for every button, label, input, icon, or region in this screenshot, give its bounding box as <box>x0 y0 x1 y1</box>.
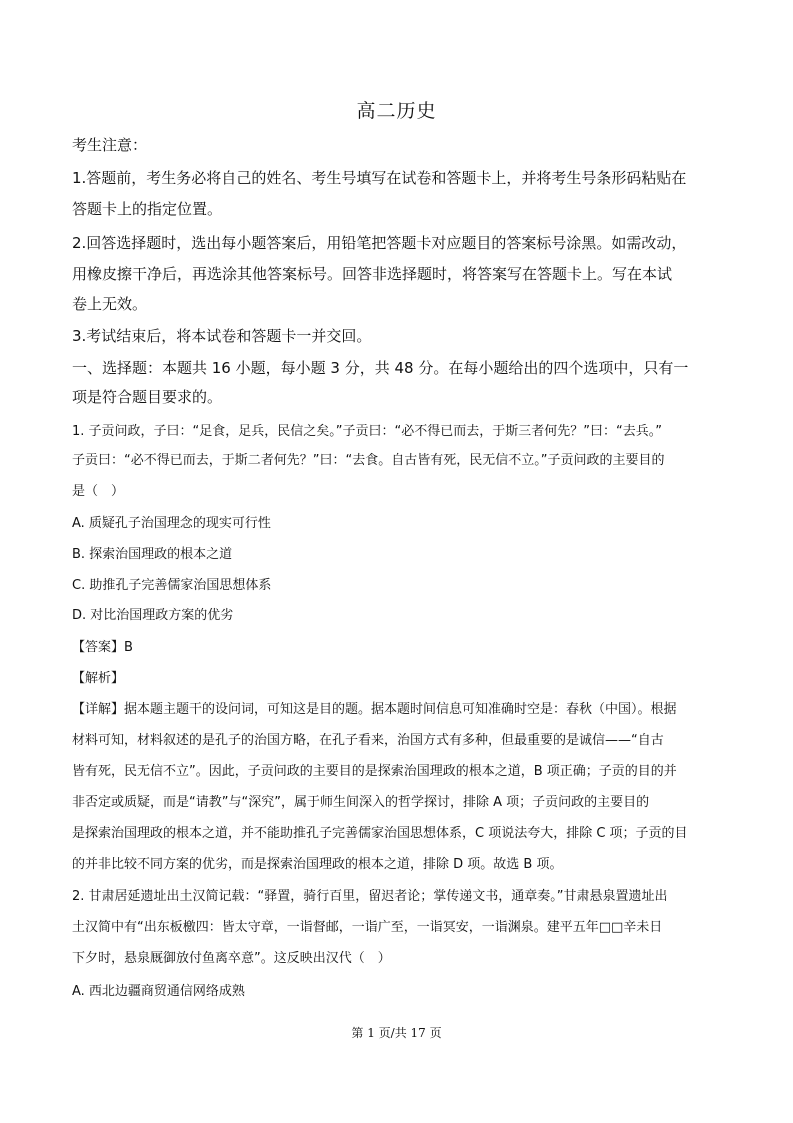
question-1-detail: 的并非比较不同方案的优劣，而是探索治国理政的根本之道，排除 D 项。故选 B 项。 <box>72 857 563 872</box>
page-title: 高二历史 <box>356 100 437 122</box>
question-1-stem: 子贡曰：“必不得已而去，于斯二者何先？”曰：“去食。自古皆有死，民无信不立。”子贡问政的主要目的 <box>72 453 665 468</box>
question-1-option-a: A. 质疑孔子治国理念的现实可行性 <box>72 516 271 531</box>
question-1-option-b: B. 探索治国理政的根本之道 <box>72 547 233 562</box>
question-2-stem: 2. 甘肃居延遗址出土汉简记载：“驿置，骑行百里，留迟者论；掌传递文书，通章奏。”甘肃悬泉置遗址出 <box>72 889 668 904</box>
question-2-option-a: A. 西北边疆商贸通信网络成熟 <box>72 984 245 999</box>
question-1-detail: 【详解】据本题主题干的设问词，可知这是目的题。据本题时间信息可知准确时空是：春秋（中国）。根据 <box>72 702 677 717</box>
page-footer: 第 1 页/共 17 页 <box>351 1026 442 1040</box>
notice-line: 1.答题前，考生务必将自己的姓名、考生号填写在试卷和答题卡上，并将考生号条形码粘贴在 <box>72 169 687 187</box>
question-1-answer: 【答案】B <box>72 640 133 655</box>
question-1-detail: 非否定或质疑，而是“请教”与“深究”，属于师生间深入的哲学探讨，排除 A 项；子贡问政的主要目的 <box>72 795 650 810</box>
question-1-detail: 是探索治国理政的根本之道，并不能助推孔子完善儒家治国思想体系，C 项说法夸大，排除 C 项；子贡的目 <box>72 826 688 841</box>
question-2-stem: 下夕时，悬泉厩御放付鱼离卒意”。这反映出汉代（ ） <box>72 951 391 966</box>
question-1-detail: 皆有死，民无信不立”。因此，子贡问政的主要目的是探索治国理政的根本之道，B 项正确；子贡的目的并 <box>72 764 677 779</box>
question-1-option-c: C. 助推孔子完善儒家治国思想体系 <box>72 578 272 593</box>
question-1-detail: 材料可知，材料叙述的是孔子的治国方略，在孔子看来，治国方式有多种，但最重要的是诚信——“自古 <box>72 733 664 748</box>
notice-line: 3.考试结束后，将本试卷和答题卡一并交回。 <box>72 327 372 345</box>
question-1-stem: 1. 子贡问政，子曰：“足食，足兵，民信之矣。”子贡曰：“必不得已而去，于斯三者何先？”曰：“去兵。” <box>72 424 662 439</box>
question-2-stem: 土汉简中有“出东板檄四：皆太守章，一诣督邮，一诣广至，一诣冥安，一诣渊泉。建平五年□□辛未日 <box>72 920 663 935</box>
section-heading: 一、选择题：本题共 16 小题，每小题 3 分，共 48 分。在每小题给出的四个选项中，只有一 <box>72 359 689 377</box>
question-1-analysis-label: 【解析】 <box>72 671 125 686</box>
notice-line: 卷上无效。 <box>72 295 148 313</box>
question-1-stem: 是（ ） <box>72 484 125 499</box>
section-heading: 项是符合题目要求的。 <box>72 388 223 406</box>
notice-line: 用橡皮擦干净后，再选涂其他答案标号。回答非选择题时，将答案写在答题卡上。写在本试 <box>72 265 673 283</box>
notice-line: 答题卡上的指定位置。 <box>72 200 223 218</box>
question-1-option-d: D. 对比治国理政方案的优劣 <box>72 608 234 623</box>
notice-heading: 考生注意： <box>72 136 148 154</box>
notice-line: 2.回答选择题时，选出每小题答案后，用铅笔把答题卡对应题目的答案标号涂黑。如需改动， <box>72 234 687 252</box>
